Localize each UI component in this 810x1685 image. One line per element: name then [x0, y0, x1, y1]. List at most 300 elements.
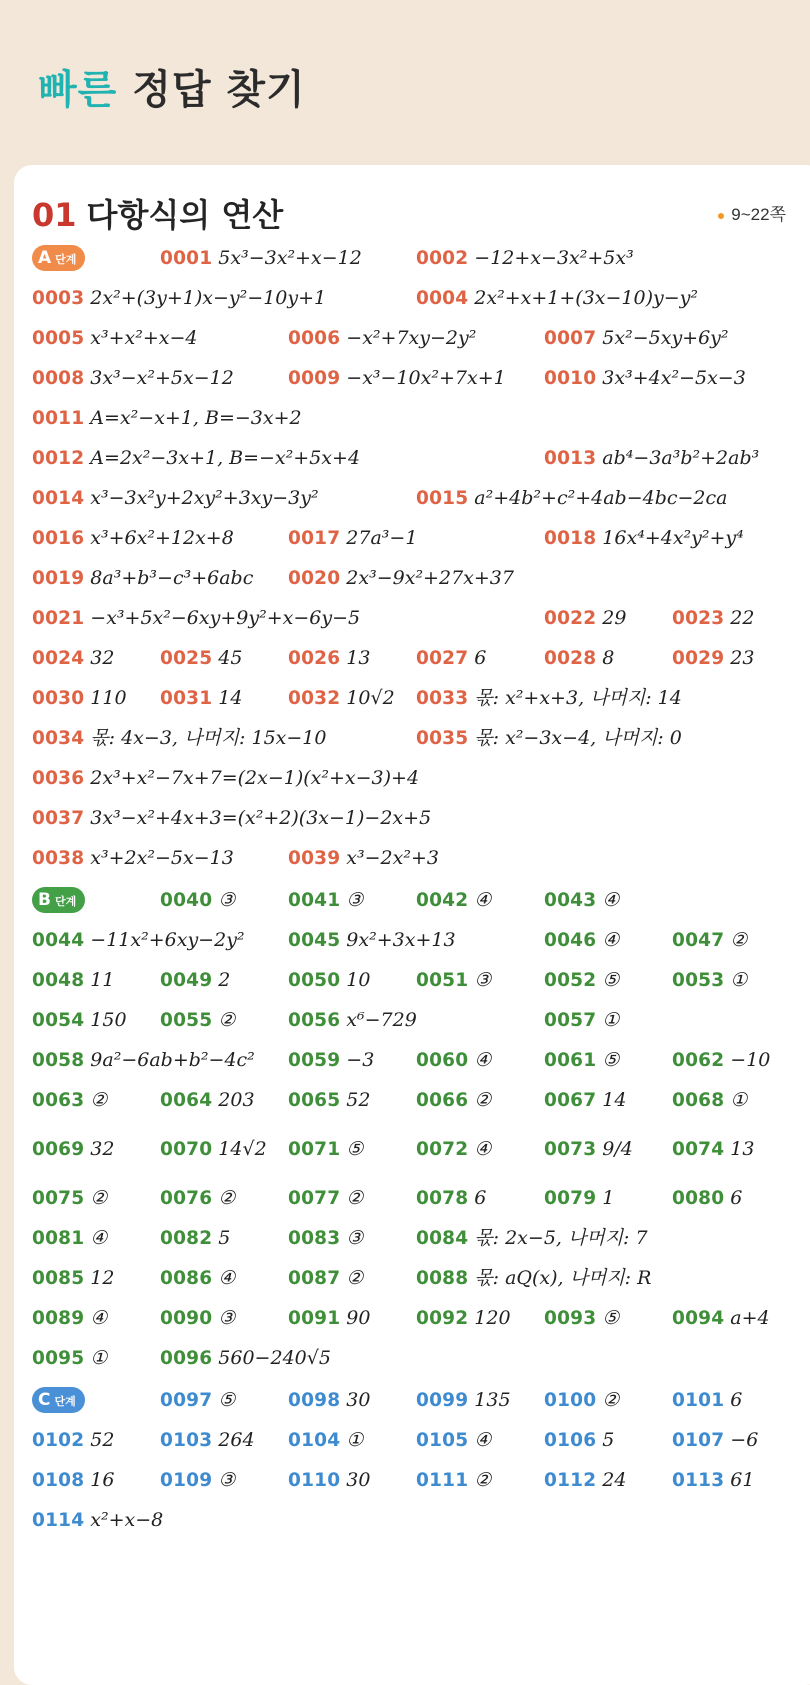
answer-value: 몫: 4x−3, 나머지: 15x−10 — [90, 727, 327, 749]
stage-letter: C — [38, 1390, 51, 1410]
answer-item — [160, 965, 230, 995]
problem-number: 0087 — [288, 1268, 341, 1289]
problem-number: 0060 — [416, 1050, 469, 1071]
page-range — [717, 200, 786, 225]
answer-item — [32, 803, 431, 833]
answer-item — [672, 1085, 747, 1115]
answer-item — [416, 1385, 511, 1415]
answer-item — [288, 643, 370, 673]
problem-number: 0112 — [544, 1470, 597, 1491]
problem-number: 0094 — [672, 1308, 725, 1329]
answer-item — [32, 1343, 107, 1373]
problem-number: 0086 — [160, 1268, 213, 1289]
problem-number: 0013 — [544, 448, 597, 469]
answer-item — [416, 683, 682, 713]
answer-item — [672, 603, 754, 633]
answer-value: ④ — [474, 1429, 492, 1451]
answer-value: 14 — [218, 687, 243, 709]
problem-number: 0017 — [288, 528, 341, 549]
answer-item — [416, 1183, 486, 1213]
answer-value: ① — [346, 1429, 364, 1451]
answer-item — [32, 723, 326, 753]
problem-number: 0103 — [160, 1430, 213, 1451]
answer-value: ② — [602, 1389, 620, 1411]
answer-value: ③ — [474, 969, 492, 991]
answer-value: 몫: 2x−5, 나머지: 7 — [474, 1227, 648, 1249]
answer-item — [672, 1425, 758, 1455]
problem-number: 0100 — [544, 1390, 597, 1411]
answer-item — [32, 363, 234, 393]
answer-value: ① — [602, 1009, 620, 1031]
answer-item — [288, 843, 439, 873]
answer-item — [32, 563, 253, 593]
bullet-dot-icon: ● — [716, 207, 726, 223]
answer-item — [544, 1085, 626, 1115]
answer-item — [416, 1045, 491, 1075]
answer-value: ④ — [474, 889, 492, 911]
answer-item — [416, 1263, 651, 1293]
answer-value: x³−2x²+3 — [346, 847, 439, 869]
problem-number: 0097 — [160, 1390, 213, 1411]
answer-value: 2x³−9x²+27x+37 — [346, 567, 514, 589]
problem-number: 0055 — [160, 1010, 213, 1031]
answer-item — [32, 283, 326, 313]
answer-value: 8a³+b³−c³+6abc — [90, 567, 254, 589]
answer-item — [32, 483, 319, 513]
answer-item — [288, 1045, 374, 1075]
answer-item — [32, 1085, 107, 1115]
answer-item — [32, 1183, 107, 1213]
problem-number: 0011 — [32, 408, 85, 429]
problem-number: 0109 — [160, 1470, 213, 1491]
problem-number: 0070 — [160, 1139, 213, 1160]
problem-number: 0080 — [672, 1188, 725, 1209]
answer-value: 45 — [218, 647, 243, 669]
answer-item — [32, 1005, 127, 1035]
answer-item — [544, 1385, 619, 1415]
problem-number: 0044 — [32, 930, 85, 951]
problem-number: 0020 — [288, 568, 341, 589]
answer-value: 52 — [346, 1089, 371, 1111]
answer-item — [160, 1085, 255, 1115]
title-accent: 빠른 — [38, 67, 118, 113]
answer-value: 14 — [602, 1089, 627, 1111]
answer-item — [672, 643, 754, 673]
answer-item — [544, 965, 619, 995]
answer-item — [288, 563, 514, 593]
answer-value: 5x²−5xy+6y² — [602, 327, 729, 349]
problem-number: 0056 — [288, 1010, 341, 1031]
problem-number: 0073 — [544, 1139, 597, 1160]
answer-item — [32, 1045, 255, 1075]
answer-item — [32, 523, 234, 553]
problem-number: 0111 — [416, 1470, 469, 1491]
problem-number: 0035 — [416, 728, 469, 749]
answer-item — [32, 1223, 107, 1253]
answer-item — [544, 1005, 619, 1035]
problem-number: 0106 — [544, 1430, 597, 1451]
problem-number: 0028 — [544, 648, 597, 669]
answer-item — [160, 1425, 255, 1455]
answer-item — [160, 1303, 235, 1333]
problem-number: 0048 — [32, 970, 85, 991]
answer-item — [672, 1183, 742, 1213]
answer-value: 5 — [602, 1429, 615, 1451]
answer-item — [288, 523, 417, 553]
problem-number: 0053 — [672, 970, 725, 991]
answer-value: ④ — [90, 1307, 108, 1329]
answer-value: 몫: x²+x+3, 나머지: 14 — [474, 687, 682, 709]
problem-number: 0095 — [32, 1348, 85, 1369]
answer-value: 22 — [730, 607, 755, 629]
answer-value: 30 — [346, 1469, 371, 1491]
answer-value: 9x²+3x+13 — [346, 929, 456, 951]
answer-value: ④ — [474, 1049, 492, 1071]
problem-number: 0009 — [288, 368, 341, 389]
problem-number: 0018 — [544, 528, 597, 549]
answer-value: ② — [218, 1009, 236, 1031]
problem-number: 0031 — [160, 688, 213, 709]
problem-number: 0067 — [544, 1090, 597, 1111]
answer-item — [288, 1085, 370, 1115]
answer-value: ④ — [602, 929, 620, 951]
answer-item — [416, 1223, 648, 1253]
stage-label: 단계 — [54, 895, 77, 908]
answer-item — [672, 1303, 770, 1333]
problem-number: 0046 — [544, 930, 597, 951]
problem-number: 0040 — [160, 890, 213, 911]
answer-value: 6 — [474, 647, 487, 669]
problem-number: 0065 — [288, 1090, 341, 1111]
problem-number: 0042 — [416, 890, 469, 911]
answer-item — [32, 403, 302, 433]
chapter-heading — [32, 190, 283, 236]
answer-value: −10 — [730, 1049, 771, 1071]
problem-number: 0038 — [32, 848, 85, 869]
problem-number: 0114 — [32, 1510, 85, 1531]
answer-item — [544, 1183, 614, 1213]
problem-number: 0093 — [544, 1308, 597, 1329]
answer-value: 560−240√5 — [218, 1347, 331, 1369]
problem-number: 0074 — [672, 1139, 725, 1160]
stage-label: 단계 — [54, 1395, 76, 1408]
answer-value: 52 — [90, 1429, 115, 1451]
problem-number: 0059 — [288, 1050, 341, 1071]
answer-value: x³+x²+x−4 — [90, 327, 198, 349]
answer-item — [416, 1134, 491, 1164]
answer-item — [32, 323, 198, 353]
answer-item — [288, 885, 363, 915]
answer-value: 2 — [218, 969, 231, 991]
stage-badge-a — [32, 245, 85, 271]
answer-value: x²+x−8 — [90, 1509, 164, 1531]
problem-number: 0113 — [672, 1470, 725, 1491]
answer-item — [544, 643, 614, 673]
problem-number: 0085 — [32, 1268, 85, 1289]
answer-value: −3 — [346, 1049, 375, 1071]
stage-letter: B — [38, 890, 51, 910]
answer-item — [416, 885, 491, 915]
answer-item — [416, 243, 634, 273]
problem-number: 0083 — [288, 1228, 341, 1249]
problem-number: 0024 — [32, 648, 85, 669]
answer-value: 9a²−6ab+b²−4c² — [90, 1049, 255, 1071]
answer-value: ④ — [90, 1227, 108, 1249]
answer-value: 16x⁴+4x²y²+y⁴ — [602, 527, 744, 549]
answer-value: x³+6x²+12x+8 — [90, 527, 234, 549]
answer-item — [288, 1303, 370, 1333]
problem-number: 0061 — [544, 1050, 597, 1071]
answer-item — [416, 1425, 491, 1455]
problem-number: 0096 — [160, 1348, 213, 1369]
answer-value: a+4 — [730, 1307, 770, 1329]
problem-number: 0090 — [160, 1308, 213, 1329]
problem-number: 0019 — [32, 568, 85, 589]
problem-number: 0079 — [544, 1188, 597, 1209]
problem-number: 0047 — [672, 930, 725, 951]
answer-value: 10√2 — [346, 687, 395, 709]
problem-number: 0078 — [416, 1188, 469, 1209]
answer-value: 11 — [90, 969, 115, 991]
problem-number: 0091 — [288, 1308, 341, 1329]
problem-number: 0077 — [288, 1188, 341, 1209]
answer-item — [32, 925, 245, 955]
answer-value: ② — [730, 929, 748, 951]
problem-number: 0076 — [160, 1188, 213, 1209]
answer-item — [544, 443, 759, 473]
answer-item — [672, 1134, 754, 1164]
problem-number: 0037 — [32, 808, 85, 829]
answer-value: −x³−10x²+7x+1 — [346, 367, 506, 389]
problem-number: 0081 — [32, 1228, 85, 1249]
problem-number: 0026 — [288, 648, 341, 669]
answer-item — [544, 1425, 614, 1455]
problem-number: 0101 — [672, 1390, 725, 1411]
problem-number: 0088 — [416, 1268, 469, 1289]
answer-value: ④ — [474, 1138, 492, 1160]
answer-value: −11x²+6xy−2y² — [90, 929, 245, 951]
problem-number: 0049 — [160, 970, 213, 991]
answer-item — [160, 1343, 331, 1373]
answer-value: 150 — [90, 1009, 127, 1031]
answer-value: ab⁴−3a³b²+2ab³ — [602, 447, 760, 469]
answer-value: −12+x−3x²+5x³ — [474, 247, 634, 269]
answer-value: −6 — [730, 1429, 759, 1451]
problem-number: 0029 — [672, 648, 725, 669]
problem-number: 0041 — [288, 890, 341, 911]
problem-number: 0043 — [544, 890, 597, 911]
answer-item — [288, 1263, 363, 1293]
answer-item — [544, 363, 746, 393]
answer-item — [544, 523, 744, 553]
answer-item — [416, 283, 698, 313]
answer-item — [160, 885, 235, 915]
problem-number: 0110 — [288, 1470, 341, 1491]
problem-number: 0089 — [32, 1308, 85, 1329]
answer-value: 10 — [346, 969, 371, 991]
answer-item — [32, 443, 360, 473]
problem-number: 0107 — [672, 1430, 725, 1451]
problem-number: 0066 — [416, 1090, 469, 1111]
answer-item — [672, 1385, 742, 1415]
answer-value: ① — [730, 969, 748, 991]
problem-number: 0104 — [288, 1430, 341, 1451]
page-title — [38, 58, 306, 115]
answer-value: 5 — [218, 1227, 231, 1249]
answer-value: ② — [474, 1089, 492, 1111]
problem-number: 0034 — [32, 728, 85, 749]
chapter-number: 01 — [32, 196, 77, 234]
answer-item — [32, 965, 114, 995]
answer-item — [160, 1005, 235, 1035]
answer-item — [288, 925, 456, 955]
answer-item — [160, 1134, 267, 1164]
answer-value: ④ — [602, 889, 620, 911]
chapter-name: 다항식의 연산 — [86, 196, 284, 234]
problem-number: 0021 — [32, 608, 85, 629]
problem-number: 0084 — [416, 1228, 469, 1249]
answer-item — [288, 1425, 363, 1455]
answer-value: ④ — [218, 1267, 236, 1289]
answer-value: 6 — [730, 1187, 743, 1209]
problem-number: 0062 — [672, 1050, 725, 1071]
answer-item — [416, 1303, 511, 1333]
stage-label: 단계 — [55, 253, 77, 266]
answer-value: −x²+7xy−2y² — [346, 327, 477, 349]
answer-value: ③ — [218, 1469, 236, 1491]
problem-number: 0075 — [32, 1188, 85, 1209]
problem-number: 0071 — [288, 1139, 341, 1160]
problem-number: 0057 — [544, 1010, 597, 1031]
problem-number: 0045 — [288, 930, 341, 951]
answer-value: 5x³−3x²+x−12 — [218, 247, 362, 269]
answer-value: 2x²+(3y+1)x−y²−10y+1 — [90, 287, 327, 309]
answer-value: ② — [90, 1187, 108, 1209]
answer-value: 32 — [90, 1138, 115, 1160]
answer-value: 3x³−x²+4x+3=(x²+2)(3x−1)−2x+5 — [90, 807, 432, 829]
answer-item — [32, 1134, 114, 1164]
answer-value: 23 — [730, 647, 755, 669]
answer-value: 13 — [730, 1138, 755, 1160]
problem-number: 0001 — [160, 248, 213, 269]
problem-number: 0002 — [416, 248, 469, 269]
answer-value: A=x²−x+1, B=−3x+2 — [90, 407, 302, 429]
answer-item — [672, 965, 747, 995]
answer-item — [288, 1385, 370, 1415]
problem-number: 0023 — [672, 608, 725, 629]
answer-value: 8 — [602, 647, 615, 669]
answer-item — [32, 1505, 163, 1535]
answer-value: ⑤ — [602, 1049, 620, 1071]
answer-item — [32, 763, 419, 793]
answer-item — [288, 323, 476, 353]
problem-number: 0004 — [416, 288, 469, 309]
stage-badge-b — [32, 887, 85, 913]
answer-item — [32, 1425, 114, 1455]
answer-item — [416, 1085, 491, 1115]
answer-value: ⑤ — [218, 1389, 236, 1411]
answer-item — [416, 483, 728, 513]
problem-number: 0010 — [544, 368, 597, 389]
page-range-text: 9~22쪽 — [731, 205, 786, 224]
answer-value: ② — [218, 1187, 236, 1209]
answer-item — [672, 1465, 754, 1495]
answer-value: 27a³−1 — [346, 527, 418, 549]
answer-item — [32, 683, 127, 713]
problem-number: 0069 — [32, 1139, 85, 1160]
answer-value: ⑤ — [602, 969, 620, 991]
answer-item — [416, 643, 486, 673]
answer-value: 몫: aQ(x), 나머지: R — [474, 1267, 652, 1289]
problem-number: 0108 — [32, 1470, 85, 1491]
answer-value: 30 — [346, 1389, 371, 1411]
problem-number: 0016 — [32, 528, 85, 549]
answer-item — [416, 965, 491, 995]
answer-item — [32, 1303, 107, 1333]
answer-value: ② — [474, 1469, 492, 1491]
problem-number: 0006 — [288, 328, 341, 349]
problem-number: 0051 — [416, 970, 469, 991]
answer-item — [160, 243, 362, 273]
answer-item — [32, 1263, 114, 1293]
answer-value: 12 — [90, 1267, 115, 1289]
answer-value: ① — [90, 1347, 108, 1369]
answer-item — [160, 643, 242, 673]
answer-item — [544, 885, 619, 915]
answer-value: ③ — [218, 1307, 236, 1329]
problem-number: 0003 — [32, 288, 85, 309]
answer-value: 몫: x²−3x−4, 나머지: 0 — [474, 727, 682, 749]
answer-item — [288, 1005, 417, 1035]
answer-item — [416, 1465, 491, 1495]
problem-number: 0008 — [32, 368, 85, 389]
answer-value: a²+4b²+c²+4ab−4bc−2ca — [474, 487, 728, 509]
problem-number: 0082 — [160, 1228, 213, 1249]
answer-item — [32, 1465, 114, 1495]
answer-item — [288, 1183, 363, 1213]
answer-item — [160, 1183, 235, 1213]
problem-number: 0064 — [160, 1090, 213, 1111]
problem-number: 0030 — [32, 688, 85, 709]
answer-value: ② — [90, 1089, 108, 1111]
answer-value: 3x³+4x²−5x−3 — [602, 367, 746, 389]
answer-value: 6 — [474, 1187, 487, 1209]
problem-number: 0072 — [416, 1139, 469, 1160]
answer-item — [160, 1465, 235, 1495]
answer-value: ② — [346, 1187, 364, 1209]
answer-value: ① — [730, 1089, 748, 1111]
answer-value: ⑤ — [346, 1138, 364, 1160]
answer-item — [288, 965, 370, 995]
answer-value: 110 — [90, 687, 127, 709]
answer-value: 9/4 — [602, 1138, 633, 1160]
answer-item — [544, 323, 729, 353]
answer-item — [544, 1045, 619, 1075]
problem-number: 0027 — [416, 648, 469, 669]
problem-number: 0099 — [416, 1390, 469, 1411]
problem-number: 0052 — [544, 970, 597, 991]
answer-item — [32, 643, 114, 673]
answer-value: 90 — [346, 1307, 371, 1329]
answer-value: 1 — [602, 1187, 615, 1209]
problem-number: 0098 — [288, 1390, 341, 1411]
title-rest: 정답 찾기 — [117, 67, 306, 113]
answer-item — [32, 603, 360, 633]
answer-item — [160, 1385, 235, 1415]
answer-item — [288, 1134, 363, 1164]
answer-item — [672, 1045, 770, 1075]
answer-value: 32 — [90, 647, 115, 669]
